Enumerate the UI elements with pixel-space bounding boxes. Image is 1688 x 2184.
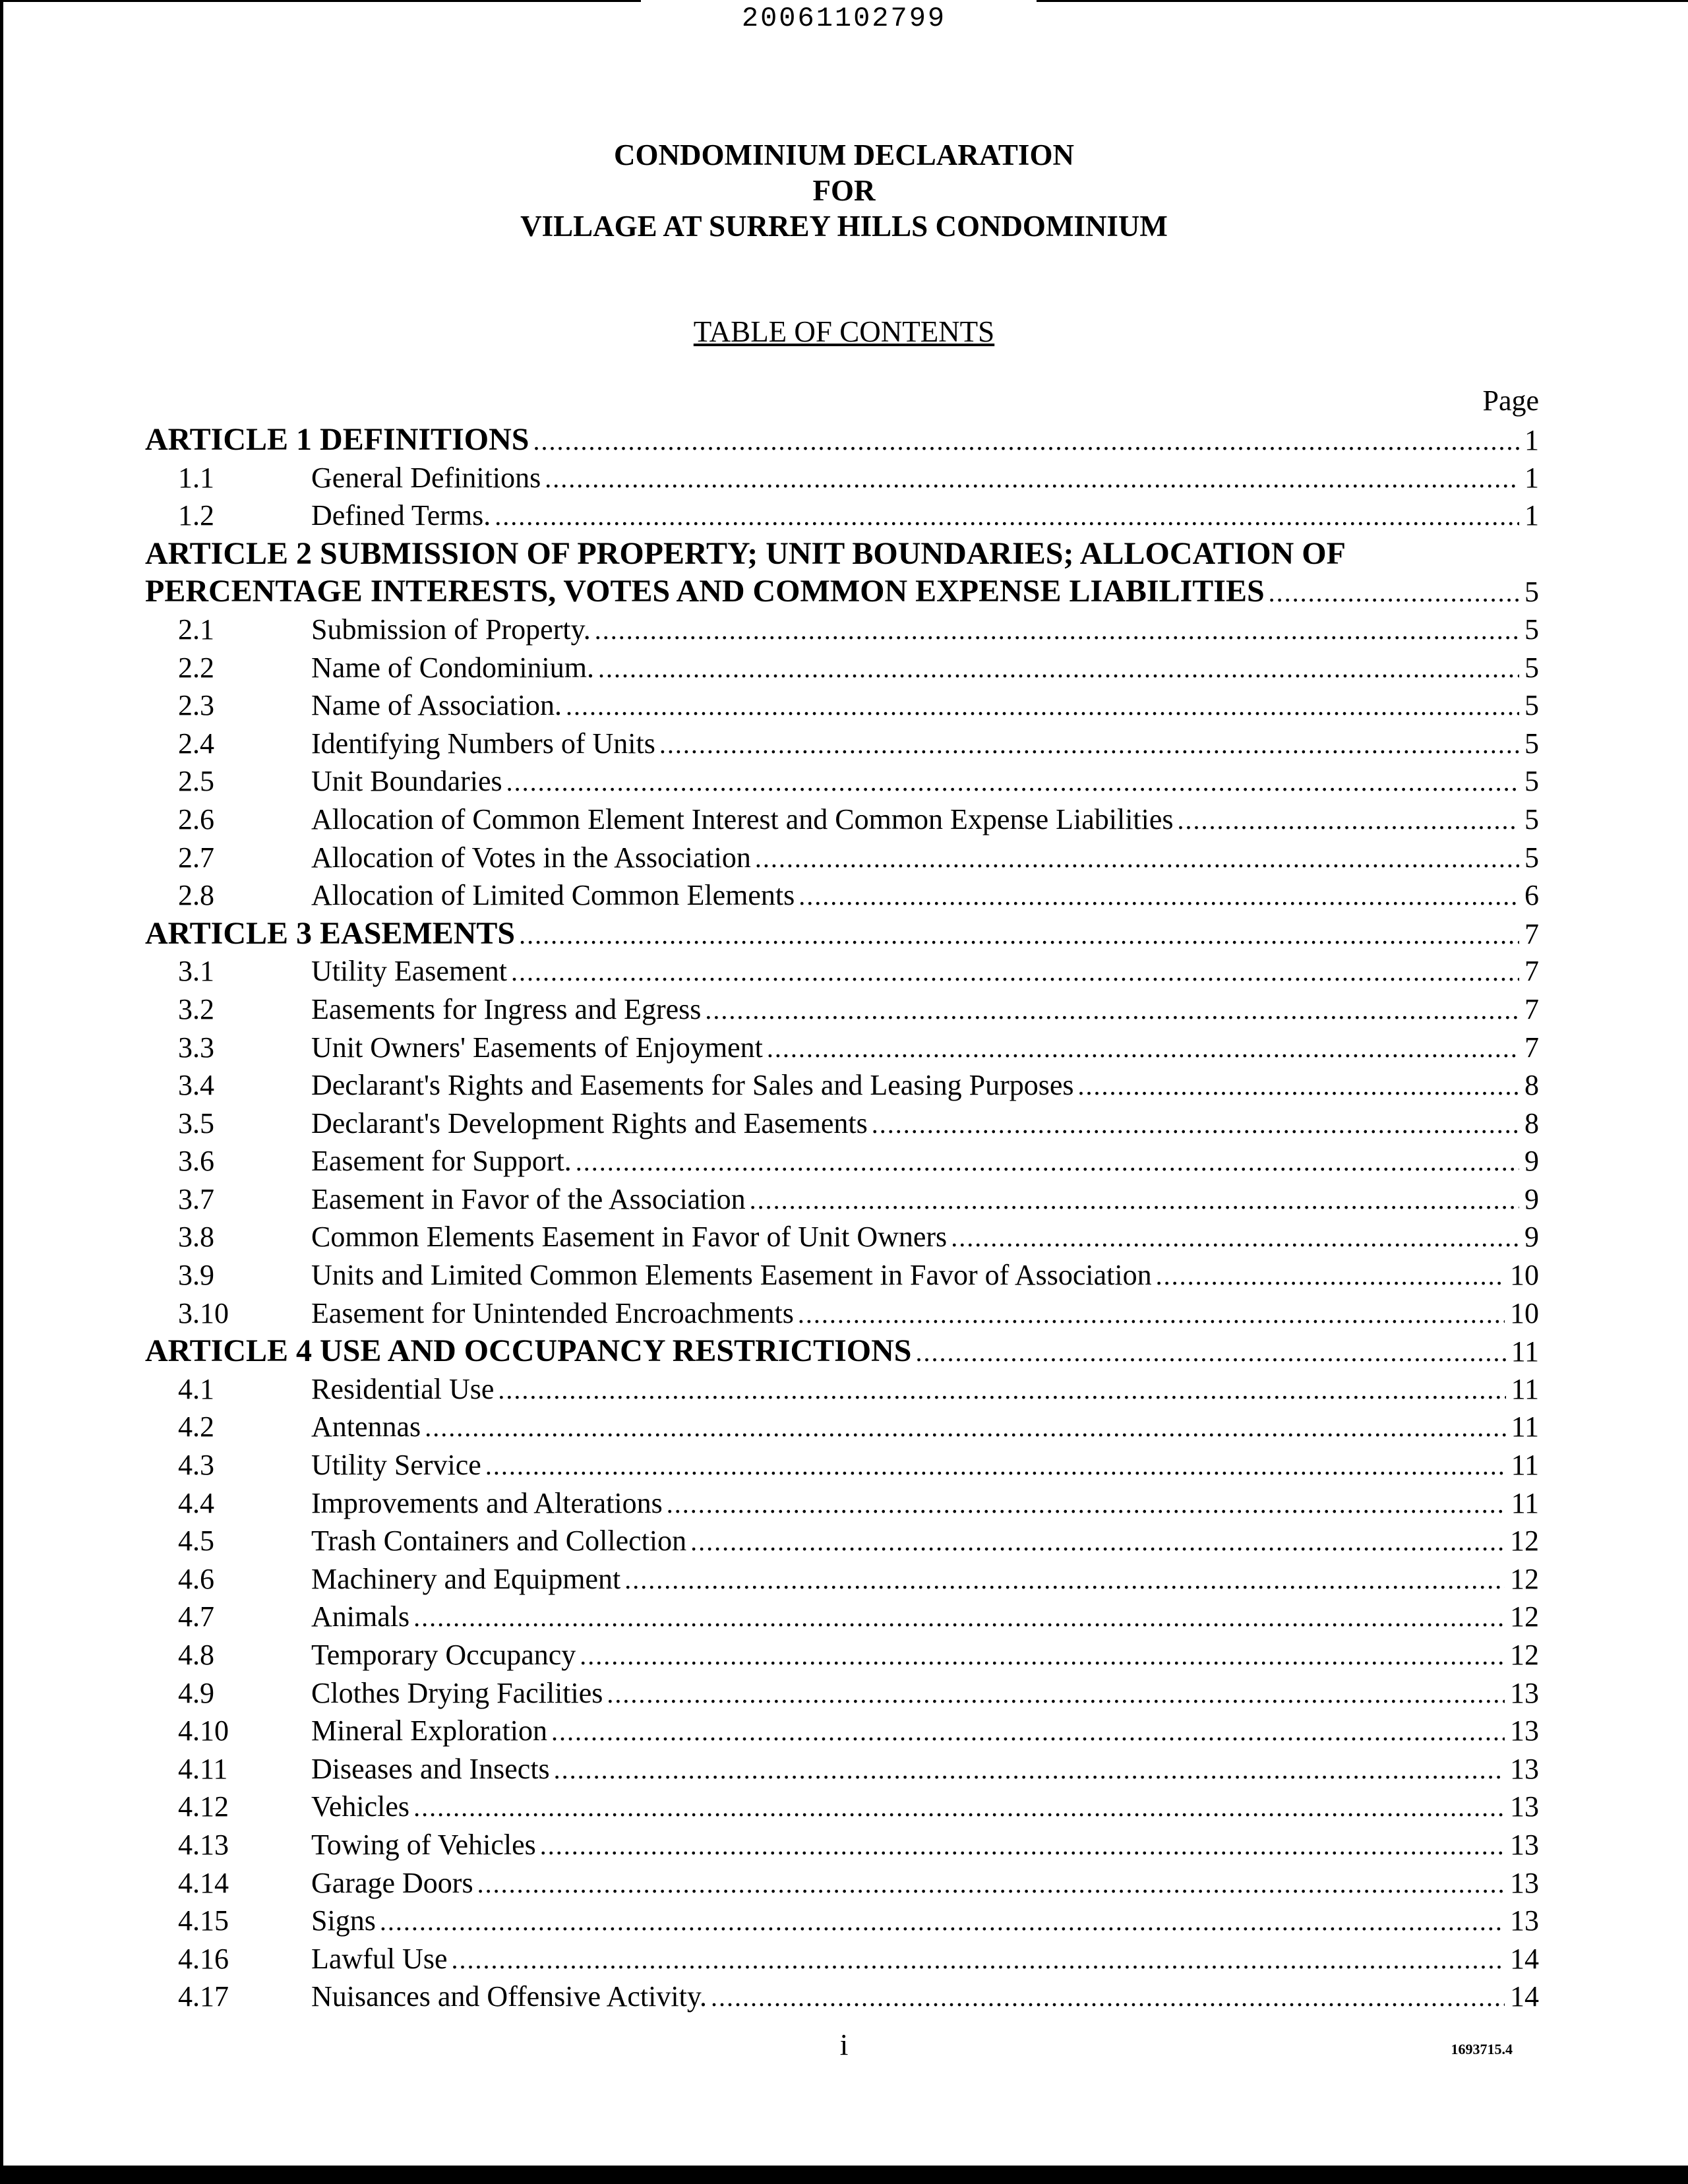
dot-leader — [413, 1598, 1505, 1636]
toc-section-number: 4.10 — [178, 1714, 229, 1747]
toc-entry-label: Vehicles — [311, 1790, 410, 1823]
toc-heading: TABLE OF CONTENTS — [693, 315, 995, 348]
toc-entry-label: Garage Doors — [311, 1866, 473, 1899]
toc-entry-label: PERCENTAGE INTERESTS, VOTES AND COMMON EXPENSE LIABILITIES — [145, 574, 1265, 609]
dot-leader — [872, 1105, 1519, 1143]
toc-page-number: 10 — [1510, 1296, 1539, 1329]
toc-entry-label: Allocation of Common Element Interest and Common Expense Liabilities — [311, 803, 1174, 835]
toc-page-number: 8 — [1524, 1069, 1539, 1102]
dot-leader — [607, 1675, 1505, 1713]
dot-leader — [799, 877, 1519, 915]
toc-page-number: 12 — [1510, 1639, 1539, 1671]
toc-page-number: 13 — [1510, 1676, 1539, 1709]
toc-section-entry — [145, 1636, 1539, 1674]
dot-leader — [755, 839, 1519, 877]
toc-section-number: 4.11 — [178, 1752, 228, 1785]
toc-page-number: 14 — [1510, 1980, 1539, 2013]
toc-entry-label: Units and Limited Common Elements Easement in Favor of Association — [311, 1259, 1152, 1292]
toc-section-entry — [145, 1674, 1539, 1713]
toc-section-entry — [145, 1180, 1539, 1219]
toc-page-number: 9 — [1524, 1221, 1539, 1254]
dot-leader — [916, 1333, 1506, 1370]
toc-section-entry — [145, 801, 1539, 839]
dot-leader — [951, 1219, 1519, 1256]
toc-entry-label: Diseases and Insects — [311, 1752, 550, 1785]
toc-page-number: 12 — [1510, 1562, 1539, 1595]
dot-leader — [798, 1295, 1505, 1333]
toc-section-number: 4.3 — [178, 1449, 214, 1482]
toc-section-number: 4.12 — [178, 1790, 229, 1823]
page-column-label: Page — [1482, 384, 1539, 417]
toc-section-entry — [145, 1750, 1539, 1788]
toc-entry-label: Unit Owners' Easements of Enjoyment — [311, 1031, 763, 1064]
toc-page-number: 1 — [1524, 499, 1539, 532]
toc-section-entry — [145, 990, 1539, 1029]
dot-leader — [425, 1409, 1505, 1446]
toc-section-number: 2.8 — [178, 879, 214, 912]
toc-entry-label: Improvements and Alterations — [311, 1486, 663, 1519]
toc-section-number: 3.6 — [178, 1145, 214, 1178]
toc-page-number: 11 — [1511, 1449, 1539, 1482]
dot-leader — [533, 422, 1519, 459]
toc-section-number: 2.4 — [178, 727, 214, 760]
dot-leader — [511, 953, 1519, 990]
toc-section-number: 3.5 — [178, 1107, 214, 1139]
toc-page-number: 8 — [1524, 1107, 1539, 1139]
toc-page-number: 10 — [1510, 1259, 1539, 1292]
toc-page-number: 12 — [1510, 1525, 1539, 1558]
toc-page-number: 5 — [1524, 803, 1539, 835]
toc-page-number: 11 — [1511, 1410, 1539, 1443]
toc-article-entry — [145, 915, 1539, 953]
toc-entry-label: Name of Association. — [311, 689, 562, 722]
dot-leader — [705, 991, 1519, 1029]
dot-leader — [477, 1865, 1505, 1902]
toc-page-number: 5 — [1524, 651, 1539, 684]
toc-page-number: 12 — [1510, 1600, 1539, 1633]
dot-leader — [495, 497, 1519, 535]
toc-section-entry — [145, 1598, 1539, 1636]
toc-page-number: 13 — [1510, 1828, 1539, 1861]
toc-section-number: 1.2 — [178, 499, 214, 532]
dot-leader — [485, 1447, 1506, 1484]
dot-leader — [624, 1561, 1505, 1598]
toc-section-number: 2.2 — [178, 651, 214, 684]
toc-entry-label: Utility Service — [311, 1449, 481, 1482]
toc-entry-label: Easement for Unintended Encroachments — [311, 1296, 794, 1329]
title-line: CONDOMINIUM DECLARATION — [614, 138, 1074, 171]
toc-section-entry — [145, 725, 1539, 763]
toc-page-number: 13 — [1510, 1752, 1539, 1785]
toc-section-entry — [145, 1864, 1539, 1902]
toc-section-entry — [145, 1029, 1539, 1067]
toc-page-number: 5 — [1524, 689, 1539, 722]
dot-leader — [711, 1978, 1505, 2016]
toc-section-number: 4.5 — [178, 1525, 214, 1558]
title-line: VILLAGE AT SURREY HILLS CONDOMINIUM — [520, 210, 1168, 243]
dot-leader — [1269, 574, 1519, 611]
dot-leader — [545, 460, 1519, 497]
dot-leader — [498, 1371, 1505, 1409]
toc-entry-label: Temporary Occupancy — [311, 1639, 576, 1671]
toc-page-number: 11 — [1511, 1486, 1539, 1519]
toc-page-number: 7 — [1524, 992, 1539, 1025]
toc-section-number: 2.5 — [178, 765, 214, 798]
toc-entry-label: Identifying Numbers of Units — [311, 727, 655, 760]
toc-page-number: 9 — [1524, 1145, 1539, 1178]
toc-page-number: 5 — [1524, 765, 1539, 798]
toc-entry-label: Towing of Vehicles — [311, 1828, 536, 1861]
dot-leader — [659, 725, 1519, 763]
dot-leader — [506, 763, 1519, 801]
toc-section-number: 2.7 — [178, 841, 214, 874]
dot-leader — [667, 1485, 1506, 1523]
toc-entry-label: Residential Use — [311, 1372, 495, 1405]
toc-section-entry — [145, 611, 1539, 649]
toc-page-number: 14 — [1510, 1942, 1539, 1975]
toc-section-entry — [145, 649, 1539, 687]
toc-entry-label: Signs — [311, 1904, 376, 1937]
toc-section-number: 4.16 — [178, 1942, 229, 1975]
dot-leader — [767, 1029, 1519, 1067]
dot-leader — [1156, 1257, 1505, 1294]
toc-section-number: 4.2 — [178, 1410, 214, 1443]
toc-page-number: 5 — [1524, 613, 1539, 646]
dot-leader — [413, 1788, 1505, 1826]
toc-page-number: 13 — [1510, 1904, 1539, 1937]
toc-page-number: 6 — [1524, 879, 1539, 912]
toc-entry-label: Declarant's Development Rights and Easements — [311, 1107, 868, 1139]
toc-entry-label: Mineral Exploration — [311, 1714, 548, 1747]
toc-page-number: 9 — [1524, 1182, 1539, 1215]
toc-section-number: 3.10 — [178, 1296, 229, 1329]
toc-entry-label: Animals — [311, 1600, 410, 1633]
document-number: 20061102799 — [741, 3, 947, 34]
toc-page-number: 5 — [1524, 576, 1539, 609]
toc-section-entry — [145, 1446, 1539, 1484]
toc-section-number: 4.15 — [178, 1904, 229, 1937]
dot-leader — [540, 1827, 1505, 1864]
dot-leader — [1078, 1067, 1519, 1105]
toc-entry-label: Common Elements Easement in Favor of Unit Owners — [311, 1221, 948, 1254]
toc-section-entry — [145, 497, 1539, 535]
toc-section-entry — [145, 1408, 1539, 1446]
document-title — [0, 137, 1688, 244]
toc-section-entry — [145, 1256, 1539, 1294]
toc-section-number: 4.14 — [178, 1866, 229, 1899]
title-line: FOR — [812, 174, 876, 207]
toc-page-number: 13 — [1510, 1790, 1539, 1823]
toc-section-entry — [145, 1560, 1539, 1598]
toc-section-entry — [145, 1484, 1539, 1523]
toc-page-number: 11 — [1511, 1335, 1539, 1368]
dot-leader — [380, 1902, 1505, 1940]
toc-section-entry — [145, 1940, 1539, 1978]
dot-leader — [554, 1751, 1505, 1788]
toc-section-number: 4.7 — [178, 1600, 214, 1633]
toc-section-number: 3.7 — [178, 1182, 214, 1215]
toc-article-heading-line — [145, 535, 1539, 573]
toc-section-entry — [145, 839, 1539, 877]
toc-entry-label: Declarant's Rights and Easements for Sales and Leasing Purposes — [311, 1069, 1074, 1102]
toc-section-entry — [145, 1826, 1539, 1864]
toc-article-entry — [145, 421, 1539, 459]
toc-entry-label: Name of Condominium. — [311, 651, 594, 684]
dot-leader — [595, 611, 1519, 649]
dot-leader — [576, 1143, 1519, 1180]
toc-page-number: 5 — [1524, 727, 1539, 760]
toc-entry-label: Clothes Drying Facilities — [311, 1676, 603, 1709]
toc-page-number: 5 — [1524, 841, 1539, 874]
toc-section-number: 4.13 — [178, 1828, 229, 1861]
toc-section-entry — [145, 1066, 1539, 1105]
document-code: 1693715.4 — [1451, 2041, 1513, 2057]
toc-entry-label: Easements for Ingress and Egress — [311, 992, 702, 1025]
toc-entry-label: Easement in Favor of the Association — [311, 1182, 746, 1215]
toc-section-entry — [145, 1218, 1539, 1256]
toc-entry-label: Machinery and Equipment — [311, 1562, 621, 1595]
toc-section-number: 3.4 — [178, 1069, 214, 1102]
dot-leader — [519, 916, 1519, 953]
dot-leader — [750, 1181, 1519, 1219]
toc-section-number: 1.1 — [178, 461, 214, 494]
dot-leader — [1178, 801, 1519, 839]
toc-entry-label: Nuisances and Offensive Activity. — [311, 1980, 707, 2013]
toc-section-entry — [145, 1294, 1539, 1333]
toc-entry-label: Allocation of Votes in the Association — [311, 841, 751, 874]
toc-page-number: 13 — [1510, 1866, 1539, 1899]
toc-section-entry — [145, 1712, 1539, 1750]
toc-page-number: 1 — [1524, 461, 1539, 494]
toc-section-entry — [145, 686, 1539, 725]
toc-entry-label: Submission of Property. — [311, 613, 591, 646]
toc-entry-label: Antennas — [311, 1410, 421, 1443]
toc-entry-label: Unit Boundaries — [311, 765, 502, 798]
toc-section-number: 4.17 — [178, 1980, 229, 2013]
dot-leader — [598, 650, 1519, 687]
toc-section-number: 3.2 — [178, 992, 214, 1025]
toc-entry-label: Allocation of Limited Common Elements — [311, 879, 795, 912]
dot-leader — [580, 1637, 1505, 1674]
toc-section-number: 4.4 — [178, 1486, 214, 1519]
toc-section-number: 4.8 — [178, 1639, 214, 1671]
toc-section-number: 4.6 — [178, 1562, 214, 1595]
toc-entry-label: ARTICLE 2 SUBMISSION OF PROPERTY; UNIT BOUNDARIES; ALLOCATION OF — [145, 535, 1346, 571]
toc-section-entry — [145, 1902, 1539, 1940]
toc-entry-label: Defined Terms. — [311, 499, 491, 532]
toc-page-number: 7 — [1524, 955, 1539, 988]
toc-section-entry — [145, 762, 1539, 801]
toc-section-entry — [145, 1978, 1539, 2016]
toc-section-entry — [145, 876, 1539, 915]
toc-section-entry — [145, 1142, 1539, 1180]
toc-section-number: 4.9 — [178, 1676, 214, 1709]
toc-entry-label: ARTICLE 4 USE AND OCCUPANCY RESTRICTIONS — [145, 1333, 912, 1369]
toc-section-entry — [145, 1522, 1539, 1560]
toc-entry-label: Trash Containers and Collection — [311, 1525, 687, 1558]
toc-entry-label: ARTICLE 1 DEFINITIONS — [145, 422, 529, 457]
dot-leader — [690, 1523, 1505, 1560]
toc-article-entry — [145, 572, 1539, 611]
toc-entry-label: Utility Easement — [311, 955, 507, 988]
toc-page-number: 13 — [1510, 1714, 1539, 1747]
dot-leader — [551, 1713, 1505, 1750]
toc-section-number: 2.6 — [178, 803, 214, 835]
toc-section-number: 3.9 — [178, 1259, 214, 1292]
toc-section-number: 3.1 — [178, 955, 214, 988]
toc-section-entry — [145, 459, 1539, 497]
toc-section-number: 3.3 — [178, 1031, 214, 1064]
toc-section-entry — [145, 952, 1539, 990]
toc-page-number: 1 — [1524, 424, 1539, 456]
toc-page-number: 11 — [1511, 1372, 1539, 1405]
dot-leader — [452, 1941, 1505, 1978]
toc-entry-label: ARTICLE 3 EASEMENTS — [145, 915, 516, 951]
toc-section-number: 4.1 — [178, 1372, 214, 1405]
toc-entry-label: Easement for Support. — [311, 1145, 572, 1178]
toc-article-entry — [145, 1332, 1539, 1370]
toc-entry-label: Lawful Use — [311, 1942, 448, 1975]
scan-edge-bottom — [0, 2166, 1688, 2184]
toc-page-number: 7 — [1524, 917, 1539, 950]
dot-leader — [566, 687, 1519, 725]
toc-section-number: 2.3 — [178, 689, 214, 722]
table-of-contents — [145, 421, 1539, 2016]
toc-entry-label: General Definitions — [311, 461, 541, 494]
toc-section-entry — [145, 1370, 1539, 1409]
toc-section-entry — [145, 1105, 1539, 1143]
page-number: i — [839, 2028, 849, 2061]
toc-section-number: 2.1 — [178, 613, 214, 646]
toc-section-entry — [145, 1788, 1539, 1826]
toc-section-number: 3.8 — [178, 1221, 214, 1254]
toc-page-number: 7 — [1524, 1031, 1539, 1064]
